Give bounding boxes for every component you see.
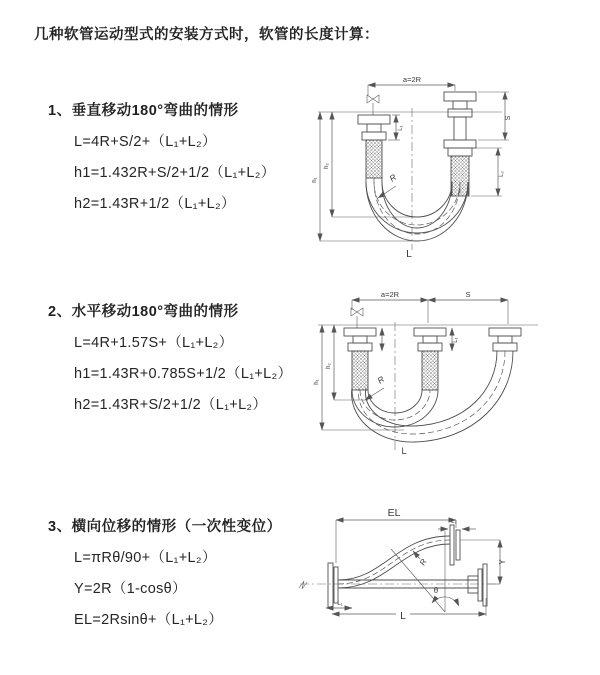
section-1 [48,102,276,213]
dim-l1-label: L₁ [337,601,343,607]
dim-s-label: S [465,290,471,299]
dim-l2 [438,519,476,529]
dim-a2r [352,290,428,300]
formula-line: h2=1.43R+S/2+1/2（L₁+L₂） [74,397,268,413]
pipe-fitting-right [489,328,521,351]
dim-h2-label: h₂ [324,163,330,169]
angle-theta-label: θ [433,586,439,595]
formula-line: h2=1.43R+1/2（L₁+L₂） [74,196,236,212]
braided-hose-left [352,351,368,390]
dim-s-label: S [505,115,512,121]
formula-line: h1=1.43R+0.785S+1/2（L₁+L₂） [74,366,293,382]
formula-line: h1=1.432R+S/2+1/2（L₁+L₂） [74,165,276,181]
dim-a2r-label: a=2R [402,75,422,84]
diagram-1-svg [312,66,600,264]
dim-el-label: EL [387,507,401,519]
braided-hose-left [366,140,382,178]
radius-label: R [417,557,429,567]
pipe-fitting-left [358,115,390,178]
section-3 [48,518,282,629]
formula-line: L=4R+S/2+（L₁+L₂） [74,134,217,150]
dim-h1-label: h₁ [314,379,320,385]
flange-upper [450,525,460,565]
section-1-heading: 1、垂直移动180°弯曲的情形 [48,103,239,119]
formula-line: L=4R+1.57S+（L₁+L₂） [74,335,234,351]
diagram-vertical-180-bend [312,66,600,264]
dim-s [428,290,508,300]
length-label: L [401,446,407,456]
dim-l2-label: L₂ [451,519,457,525]
dim-s [478,92,512,140]
dim-l1 [452,328,459,351]
diagram-2-svg [312,282,600,464]
diagram-lateral-displacement [296,503,600,653]
dim-y [460,540,507,584]
formula-line: EL=2Rsinθ+（L₁+L₂） [74,612,224,628]
dim-y-label: Y [498,559,507,565]
diagram-horizontal-180-bend [312,282,600,464]
dim-l2 [471,148,505,196]
pipe-fitting-left [344,328,376,390]
radius-label: R [387,171,399,184]
length-label: L [406,248,412,260]
angle-construction [391,531,459,612]
pipe-fitting-right [444,92,476,196]
dim-l1-label: L₁ [398,125,404,131]
section-3-heading: 3、横向位移的情形（一次性变位） [48,519,282,535]
dim-a2r-label: a=2R [380,290,400,299]
dim-l1-label: L₁ [453,337,459,343]
radius-label: R [375,373,387,386]
pipe-fitting-middle [414,328,446,390]
formula-line: L=πRθ/90+（L₁+L₂） [74,550,217,566]
page-title: 几种软管运动型式的安装方式时，软管的长度计算： [34,27,379,43]
centerline-break-mark [299,581,307,589]
flange-lower-right [478,564,487,606]
dim-a2r [368,75,455,96]
diagram-3-svg [296,503,600,653]
dim-h2-label: h₂ [326,363,332,369]
pipe-straight [300,576,498,593]
dim-l2-label: L₂ [499,171,505,177]
section-2 [48,303,292,414]
dim-h1-label: h₁ [312,177,318,183]
dim-l [332,598,486,622]
radius-callout [413,551,429,567]
formula-line: Y=2R（1-cosθ） [74,581,187,597]
section-2-heading: 2、水平移动180°弯曲的情形 [48,304,239,320]
dim-l-label: L [400,610,406,622]
braided-hose-middle [422,351,438,390]
